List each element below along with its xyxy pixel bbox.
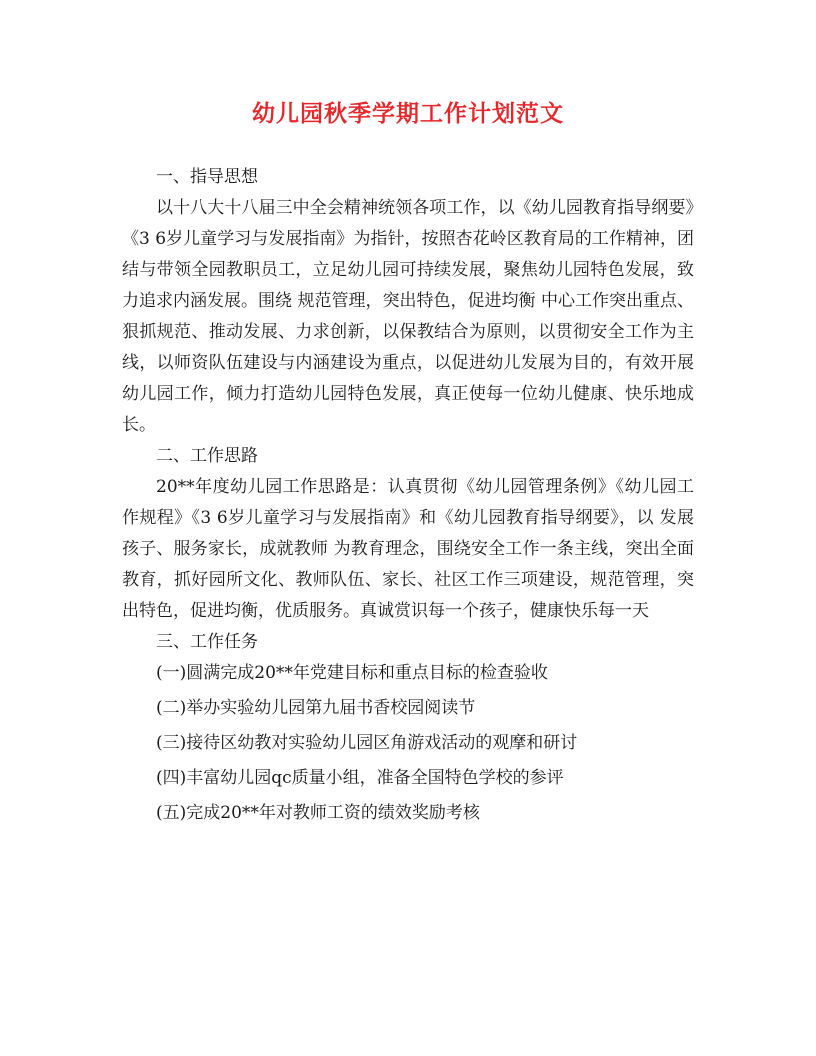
document-title: 幼儿园秋季学期工作计划范文 xyxy=(252,100,564,127)
section-heading-work-tasks: 三、工作任务 xyxy=(156,632,258,652)
task-item-4: (四)丰富幼儿园qc质量小组，准备全国特色学校的参评 xyxy=(156,768,564,788)
section-heading-guiding-thought: 一、指导思想 xyxy=(156,167,258,187)
section-heading-work-approach: 二、工作思路 xyxy=(156,446,258,466)
document-body xyxy=(122,162,694,833)
section-paragraph-work-approach: 20**年度幼儿园工作思路是：认真贯彻《幼儿园管理条例》《幼儿园工作规程》《3 6岁儿童学习与发展指南》和《幼儿园教育指导纲要》，以 发展孩子、服务家长，成就教师 为教育理念，围绕安全工作一条主线，突出全面教育，抓好园所文化、教师队伍、家长、社区工作三项建设，规范管理，突出特色，促进均衡，优质服务。真诚赏识每一个孩子，健康快乐每一天 xyxy=(122,477,694,621)
task-item-3: (三)接待区幼教对实验幼儿园区角游戏活动的观摩和研讨 xyxy=(156,733,578,753)
task-item-1: (一)圆满完成20**年党建目标和重点目标的检查验收 xyxy=(156,663,548,683)
task-item-5: (五)完成20**年对教师工资的绩效奖励考核 xyxy=(156,803,480,823)
task-item-2: (二)举办实验幼儿园第九届书香校园阅读节 xyxy=(156,698,476,718)
section-paragraph-guiding-thought: 以十八大十八届三中全会精神统领各项工作，以《幼儿园教育指导纲要》《3 6岁儿童学习与发展指南》为指针，按照杏花岭区教育局的工作精神，团结与带领全园教职员工，立足幼儿园可持续发展，聚焦幼儿园特色发展，致力追求内涵发展。围绕 规范管理，突出特色，促进均衡 中心工作突出重点、狠抓规范、推动发展、力求创新，以保教结合为原则，以贯彻安全工作为主线，以师资队伍建设与内涵建设为重点，以促进幼儿发展为目的，有效开展幼儿园工作，倾力打造幼儿园特色发展，真正使每一位幼儿健康、快乐地成长。 xyxy=(122,198,694,435)
